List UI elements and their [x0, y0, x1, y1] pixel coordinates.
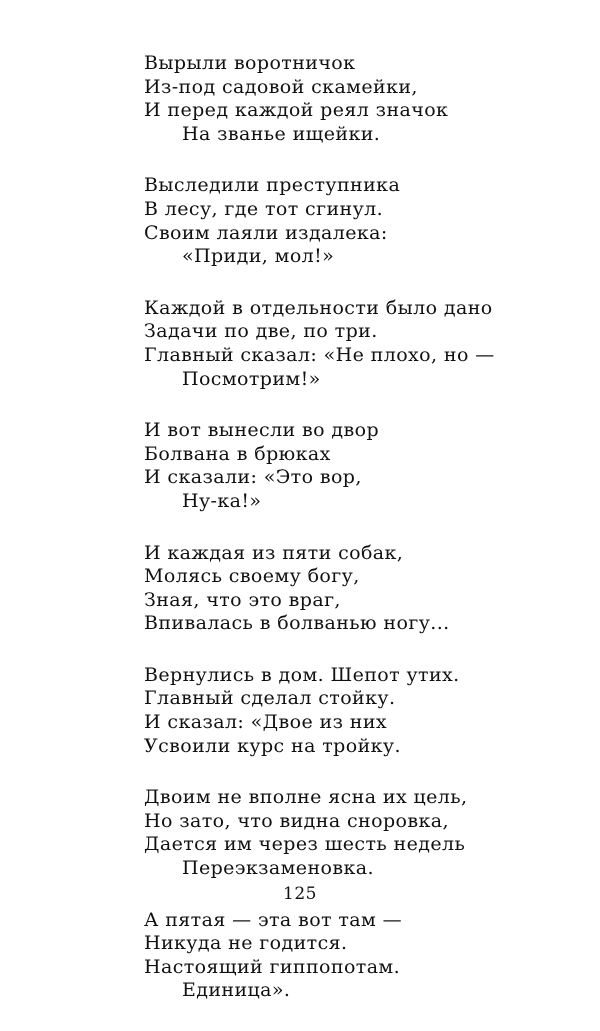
poem-line: Усвоили курс на тройку.	[144, 734, 401, 757]
poem-line: Главный сказал: «Не плохо, но —	[144, 343, 495, 366]
poem-line: Молясь своему богу,	[144, 565, 360, 588]
poem-line: Двоим не вполне ясна их цель,	[144, 786, 468, 809]
poem-line: Выследили преступника	[144, 174, 401, 197]
poem-line: Единица».	[182, 979, 291, 1002]
stanza	[144, 786, 564, 880]
poem-line: Зная, что это враг,	[144, 588, 341, 611]
poem-line: Из-под садовой скамейки,	[144, 75, 418, 98]
poem-line: Посмотрим!»	[182, 367, 321, 390]
poem-line: И сказал: «Двое из них	[144, 711, 388, 734]
poem-line: И вот вынесли во двор	[144, 419, 380, 442]
poem-line: Каждой в отдельности было дано	[144, 296, 493, 319]
poem-line: «Приди, мол!»	[182, 245, 335, 268]
poem-line: И сказали: «Это вор,	[144, 466, 362, 489]
poem-line: Но зато, что видна сноровка,	[144, 809, 449, 832]
poem-line: И каждая из пяти собак,	[144, 541, 404, 564]
poem-line: Переэкзаменовка.	[182, 857, 374, 880]
stanza	[144, 664, 564, 758]
poem-line: Никуда не годится.	[144, 932, 348, 955]
stanza	[144, 419, 564, 513]
poem-line: В лесу, где тот сгинул.	[144, 197, 384, 220]
poem-line: Вырыли воротничок	[144, 52, 356, 74]
stanza	[144, 297, 564, 391]
poem-line: На званье ищейки.	[182, 122, 381, 145]
page-number: 125	[283, 884, 317, 904]
poem-line: Своим лаяли издалека:	[144, 221, 388, 244]
poem-line: Ну-ка!»	[182, 489, 262, 512]
stanza	[144, 174, 564, 268]
poem-line: Дается им через шесть недель	[144, 833, 466, 856]
stanza	[144, 909, 564, 1003]
poem-line: Болвана в брюках	[144, 442, 331, 465]
poem-line: И перед каждой реял значок	[144, 99, 449, 122]
stanza	[144, 52, 564, 146]
poem-line: Главный сделал стойку.	[144, 687, 396, 710]
poem-line: Впивалась в болванью ногу...	[144, 612, 450, 635]
poem-line: Вернулись в дом. Шепот утих.	[144, 663, 460, 686]
poem-line: Задачи по две, по три.	[144, 320, 378, 343]
poem-line: А пятая — эта вот там —	[144, 908, 403, 931]
stanza	[144, 542, 564, 636]
poem-line: Настоящий гиппопотам.	[144, 955, 401, 978]
